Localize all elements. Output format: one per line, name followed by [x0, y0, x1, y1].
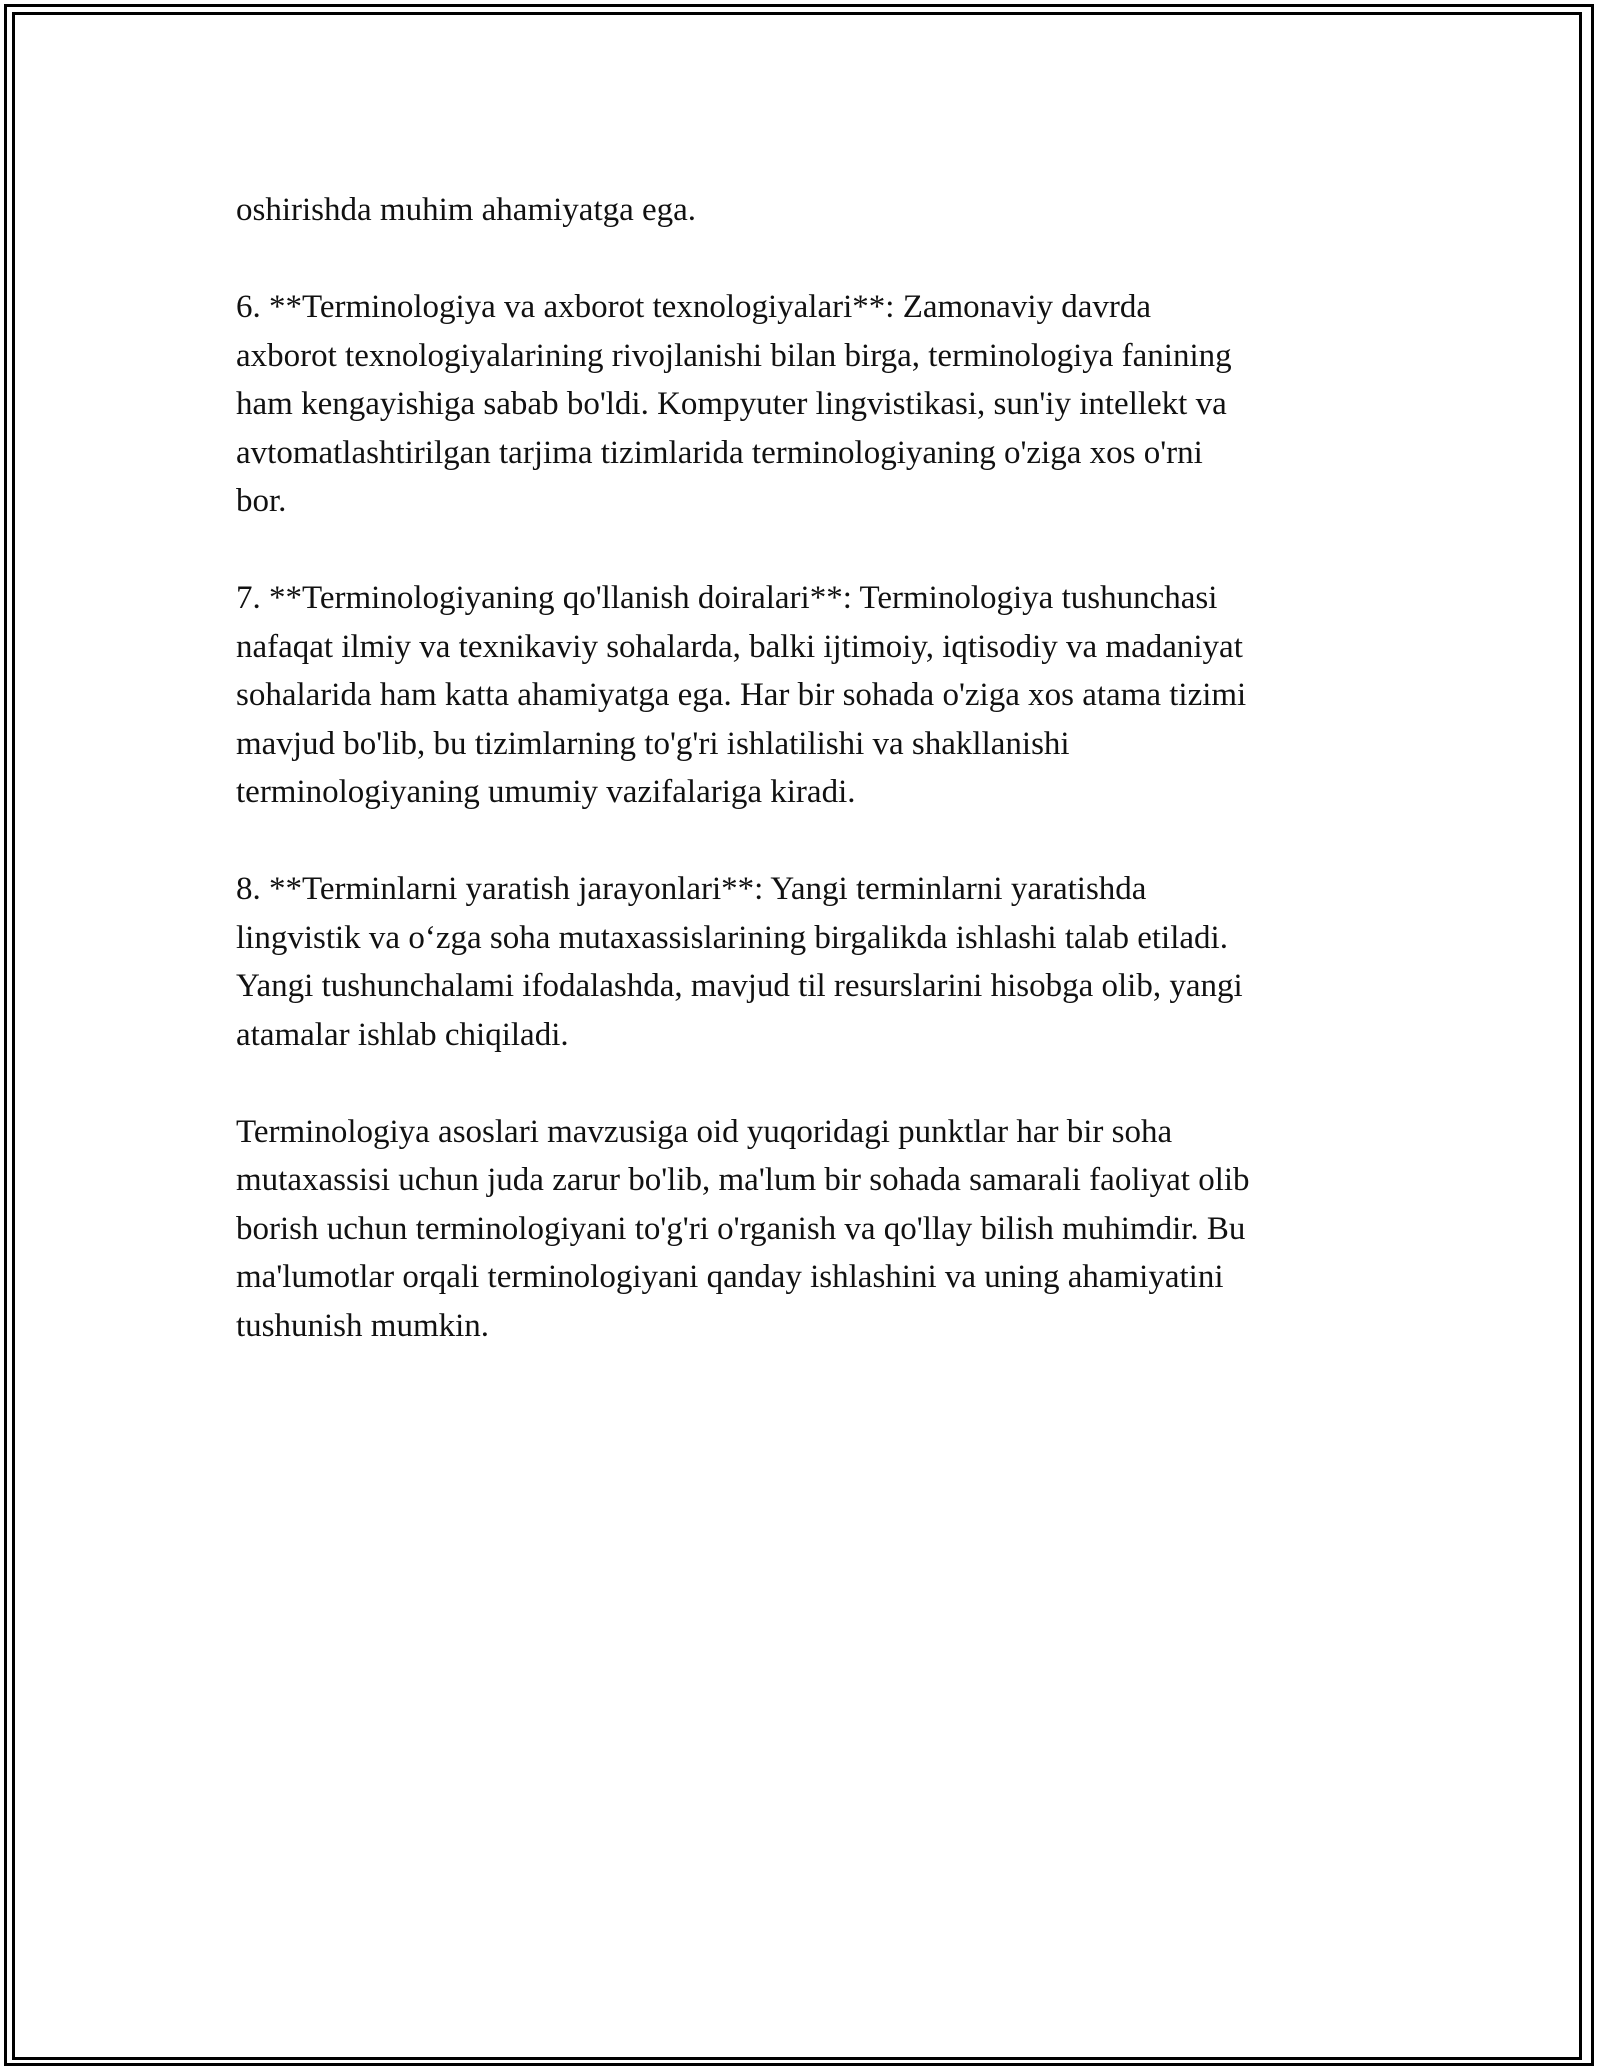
text-line: ham kengayishiga sabab bo'ldi. Kompyuter lingvistikasi, sun'iy intellekt va	[236, 386, 1227, 422]
paragraph-item-7	[236, 574, 1376, 817]
paragraph-item-6	[236, 283, 1376, 526]
text-line: Terminologiya asoslari mavzusiga oid yuqoridagi punktlar har bir soha	[236, 1113, 1173, 1150]
text-line: avtomatlashtirilgan tarjima tizimlarida terminologiyaning o'ziga xos o'rni	[236, 434, 1203, 471]
text-line: mutaxassisi uchun juda zarur bo'lib, ma'lum bir sohada samarali faoliyat olib	[236, 1162, 1250, 1198]
text-line: mavjud bo'lib, bu tizimlarning to'g'ri ishlatilishi va shakllanishi	[236, 725, 1070, 762]
text-line: nafaqat ilmiy va texnikaviy sohalarda, balki ijtimoiy, iqtisodiy va madaniyat	[236, 628, 1243, 665]
text-line: atamalar ishlab chiqiladi.	[236, 1016, 569, 1053]
text-line: lingvistik va o‘zga soha mutaxassislarining birgalikda ishlashi talab etiladi.	[236, 919, 1228, 956]
text-line: axborot texnologiyalarining rivojlanishi bilan birga, terminologiya fanining	[236, 337, 1232, 374]
text-line: sohalarida ham katta ahamiyatga ega. Har bir sohada o'ziga xos atama tizimi	[236, 677, 1247, 713]
text-line: ma'lumotlar orqali terminologiyani qanday ishlashini va uning ahamiyatini	[236, 1259, 1224, 1295]
paragraph-conclusion	[236, 1108, 1376, 1351]
text-line: Yangi tushunchalami ifodalashda, mavjud til resurslarini hisobga olib, yangi	[236, 968, 1243, 1004]
text-line: borish uchun terminologiyani to'g'ri o'rganish va qo'llay bilish muhimdir. Bu	[236, 1210, 1246, 1247]
document-body	[236, 186, 1376, 1399]
text-line: 8. **Terminlarni yaratish jarayonlari**: Yangi terminlarni yaratishda	[236, 871, 1147, 907]
paragraph-item-8	[236, 865, 1376, 1059]
text-line: 6. **Terminologiya va axborot texnologiyalari**: Zamonaviy davrda	[236, 289, 1152, 325]
text-line: oshirishda muhim ahamiyatga ega.	[236, 192, 697, 228]
text-line: bor.	[236, 483, 287, 519]
text-line: terminologiyaning umumiy vazifalariga kiradi.	[236, 774, 856, 810]
paragraph-continuation	[236, 186, 1376, 235]
text-line: tushunish mumkin.	[236, 1307, 490, 1344]
text-line: 7. **Terminologiyaning qo'llanish doiralari**: Terminologiya tushunchasi	[236, 580, 1218, 616]
